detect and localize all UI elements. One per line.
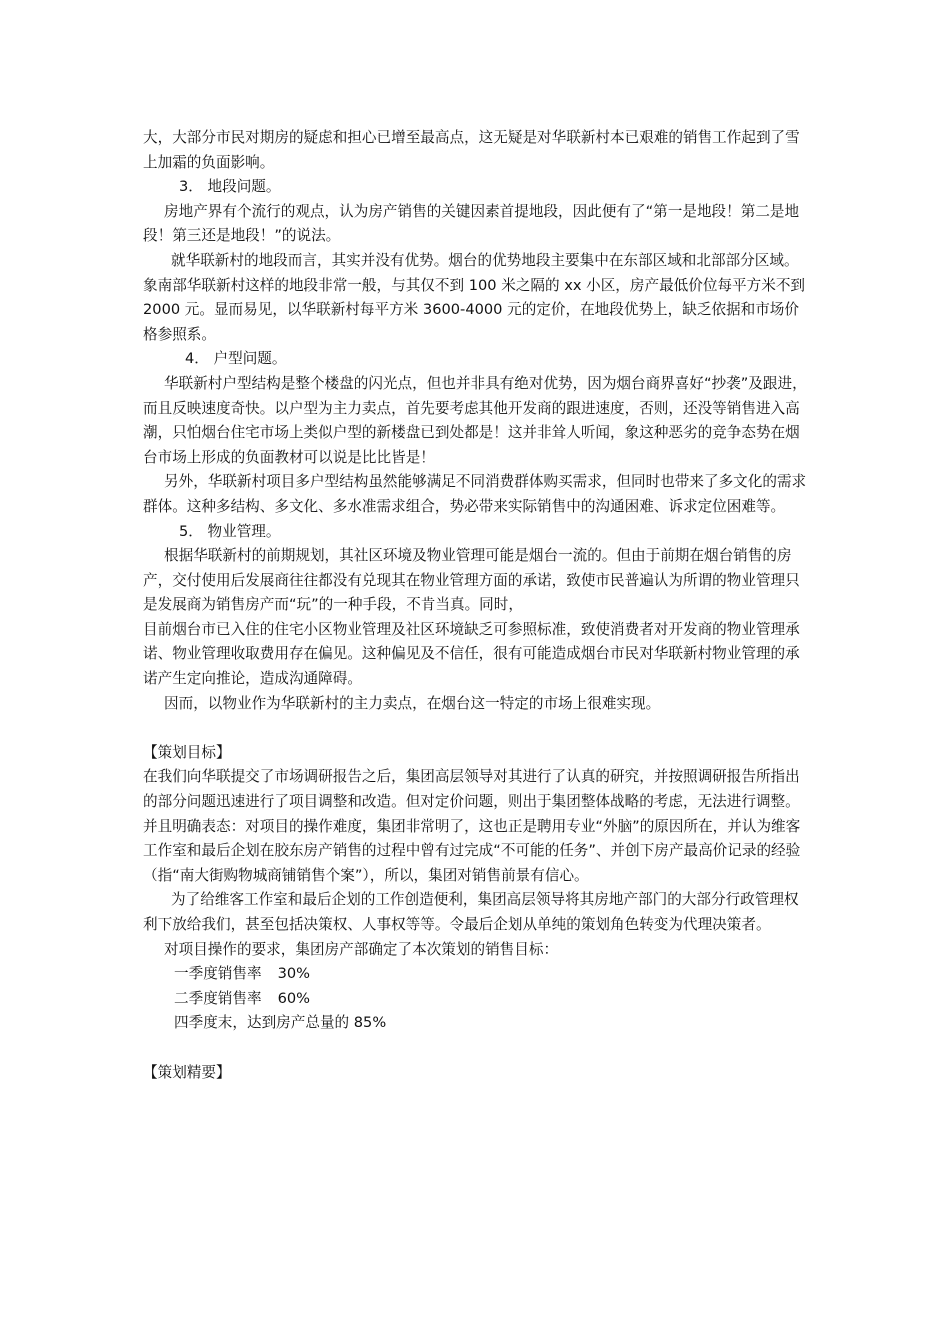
- paragraph-continuation: 大，大部分市民对期房的疑虑和担心已增至最高点，这无疑是对华联新村本已艰难的销售工作起到了雪上加霜的负面影响。: [143, 129, 800, 171]
- section-title-goal: 【策划目标】: [143, 743, 231, 761]
- paragraph-layout-analysis: 华联新村户型结构是整个楼盘的闪光点，但也并非具有绝对优势，因为烟台商界喜好“抄袭”及跟进，而且反映速度奇快。以户型为主力卖点，首先要考虑其他开发商的跟进速度，否则，还没等销售进入高潮，只怕烟台住宅市场上类似户型的新楼盘已到处都是！这并非耸人听闻，象这种恶劣的竞争态势在烟台市场上形成的负面教材可以说是比比皆是！: [143, 374, 807, 466]
- paragraph-location-view: 房地产界有个流行的观点，认为房产销售的关键因素首提地段，因此便有了“第一是地段！第二是地段！第三还是地段！”的说法。: [143, 202, 800, 245]
- heading-layout-issue: 4． 户型问题。: [185, 350, 287, 368]
- paragraph-management-conclusion: 因而，以物业作为华联新村的主力卖点，在烟台这一特定的市场上很难实现。: [164, 694, 661, 712]
- document-page: [143, 126, 807, 1085]
- blank-line: [143, 716, 807, 741]
- sales-target-value: 60%: [277, 989, 311, 1007]
- sales-target-value: 30%: [277, 965, 311, 983]
- heading-location-issue: 3． 地段问题。: [179, 178, 281, 196]
- sales-target-q1: [143, 962, 807, 987]
- sales-target-q2: [143, 987, 807, 1012]
- paragraph-goal-authority: 为了给维客工作室和最后企划的工作创造便利，集团高层领导将其房地产部门的大部分行政管理权利下放给我们，甚至包括决策权、人事权等等。令最后企划从单纯的策划角色转变为代理决策者。: [143, 891, 799, 933]
- paragraph-goal-requirement: 对项目操作的要求，集团房产部确定了本次策划的销售目标：: [164, 940, 559, 958]
- paragraph-layout-diversity: 另外，华联新村项目多户型结构虽然能够满足不同消费群体购买需求，但同时也带来了多文化的需求群体。这种多结构、多文化、多水准需求组合，势必带来实际销售中的沟通困难、诉求定位困难等。: [143, 473, 807, 515]
- paragraph-location-analysis: 就华联新村的地段而言，其实并没有优势。烟台的优势地段主要集中在东部区域和北部部分区域。象南部华联新村这样的地段非常一般，与其仅不到 100 米之隔的 xx 小区，房产最低价位每平方米不到 2000 元。显而易见，以华联新村每平方米 3600-4000 元的定价，在地段优势上，缺乏依据和市场价格参照系。: [143, 251, 806, 343]
- paragraph-management-bias: 目前烟台市已入住的住宅小区物业管理及社区环境缺乏可参照标准，致使消费者对开发商的物业管理承诺、物业管理收取费用存在偏见。这种偏见及不信任，很有可能造成烟台市民对华联新村物业管理的承诺产生定向推论，造成沟通障碍。: [143, 620, 800, 688]
- section-title-essentials: 【策划精要】: [143, 1063, 231, 1081]
- blank-line: [143, 1036, 807, 1061]
- paragraph-management-plan: 根据华联新村的前期规划，其社区环境及物业管理可能是烟台一流的。但由于前期在烟台销售的房产，交付使用后发展商往往都没有兑现其在物业管理方面的承诺，致使市民普遍认为所谓的物业管理只是发展商为销售房产而“玩”的一种手段，不肯当真。同时，: [143, 547, 800, 614]
- paragraph-goal-background: 在我们向华联提交了市场调研报告之后，集团高层领导对其进行了认真的研究，并按照调研报告所指出的部分问题迅速进行了项目调整和改造。但对定价问题，则出于集团整体战略的考虑，无法进行调整。并且明确表态：对项目的操作难度，集团非常明了，这也正是聘用专业“外脑”的原因所在，并认为维客工作室和最后企划在胶东房产销售的过程中曾有过完成“不可能的任务”、并创下房产最高价记录的经验（指“南大街购物城商铺销售个案”），所以，集团对销售前景有信心。: [143, 768, 801, 884]
- sales-target-label: 一季度销售率: [174, 965, 262, 983]
- heading-property-management: 5． 物业管理。: [179, 522, 281, 540]
- sales-target-q4: 四季度末，达到房产总量的 85%: [174, 1014, 387, 1032]
- sales-target-label: 二季度销售率: [174, 989, 262, 1007]
